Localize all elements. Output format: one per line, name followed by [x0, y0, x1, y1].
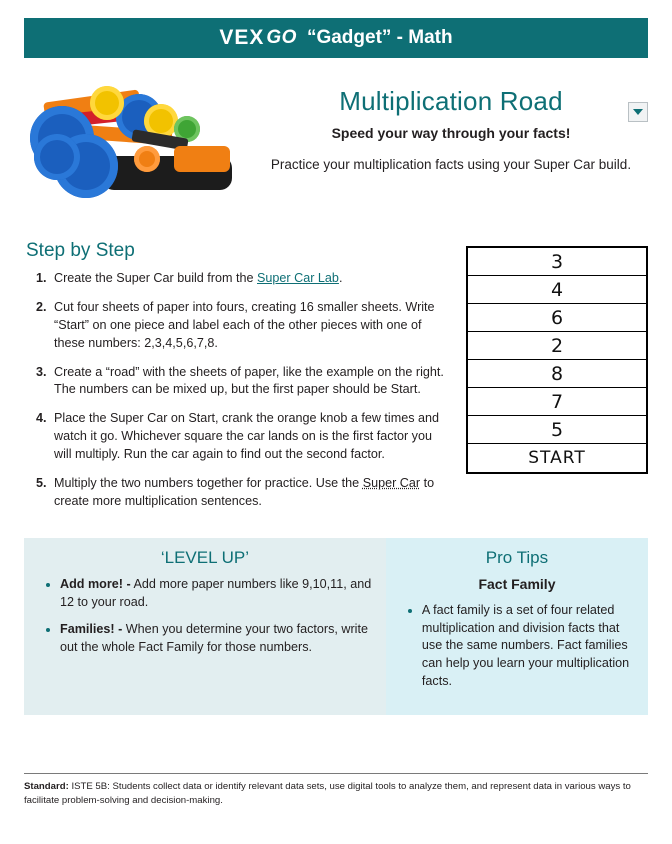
step-text: Multiply the two numbers together for practice. Use the [54, 475, 363, 490]
list-item [50, 475, 448, 511]
step-text: Create a “road” with the sheets of paper, like the example on the right. The numbers can be mixed up, but the first paper should be Start. [54, 364, 444, 397]
brand-go-text: GO [266, 27, 297, 48]
list-item [50, 364, 448, 400]
bullet-text: A fact family is a set of four related multiplication and division facts that use the same numbers. Fact families can help you learn your multiplication facts. [421, 602, 630, 689]
list-item [50, 299, 448, 353]
bullet-text: When you determine your two factors, write out the whole Fact Family for those numbers. [60, 622, 368, 655]
steps-column [24, 240, 448, 522]
activity-subtitle: Speed your way through your facts! [331, 125, 571, 141]
section-title-step-by-step: Step by Step [26, 240, 135, 261]
table-row: 6 [468, 304, 646, 332]
hero-text [254, 72, 648, 175]
step-text-post: to create more multiplication sentences. [54, 475, 435, 508]
chevron-down-icon[interactable] [628, 102, 648, 122]
level-up-panel [24, 538, 386, 715]
level-up-list [38, 576, 372, 658]
table-row: 3 [468, 248, 646, 276]
steps-list [24, 270, 448, 511]
bullet-lead: Families! - [60, 622, 123, 637]
hero-section [24, 72, 648, 222]
table-row: 7 [468, 388, 646, 416]
super-car-link[interactable]: Super Car [362, 475, 421, 490]
tips-panels [24, 538, 648, 715]
list-item [50, 270, 448, 288]
table-row: 5 [468, 416, 646, 444]
main-content [24, 240, 648, 522]
step-text: Create the Super Car build from the [54, 271, 258, 285]
road-column [466, 240, 648, 522]
step-text: Place the Super Car on Start, crank the orange knob a few times and watch it go. Whichever square the car lands on is the first factor you will multiply. Run the car again to find out the second factor. [54, 411, 440, 461]
pro-tips-panel [386, 538, 648, 715]
standard-text: ISTE 5B: Students collect data or identify relevant data sets, use digital tools to analyze them, and represent data in various ways to facilitate problem-solving and decision-making. [24, 781, 631, 807]
activity-title: Multiplication Road [339, 86, 563, 116]
header-bar [24, 18, 648, 58]
list-item [60, 621, 372, 657]
pro-tips-subheading: Fact Family [478, 575, 556, 592]
table-row: 2 [468, 332, 646, 360]
document-page [0, 18, 672, 844]
list-item [60, 576, 372, 612]
table-row: 8 [468, 360, 646, 388]
table-row: 4 [468, 276, 646, 304]
table-row-start: START [528, 448, 586, 468]
vex-go-logo [219, 26, 297, 50]
robot-illustration [24, 72, 254, 222]
brand-vex-text: VEX [219, 26, 265, 49]
multiplication-road-table [466, 246, 648, 474]
activity-description: Practice your multiplication facts using your Super Car build. [270, 157, 632, 172]
super-car-lab-link[interactable]: Super Car Lab [257, 271, 339, 285]
pro-tips-heading: Pro Tips [485, 547, 549, 567]
pro-tips-list [400, 602, 634, 691]
page-title: “Gadget” - Math [306, 27, 453, 48]
super-car-build-image [24, 72, 254, 222]
standard-label: Standard: [24, 781, 69, 793]
caret-shape [633, 109, 643, 115]
standards-footer [24, 773, 648, 808]
step-text-post: . [338, 271, 343, 285]
list-item [50, 410, 448, 464]
step-text: Cut four sheets of paper into fours, creating 16 smaller sheets. Write “Start” on one piece and label each of the other pieces with one of these numbers: 2,3,4,5,6,7,8. [54, 299, 435, 350]
bullet-text: Add more paper numbers like 9,10,11, and 12 to your road. [60, 576, 372, 609]
level-up-heading: ‘LEVEL UP’ [160, 547, 250, 567]
list-item [422, 602, 634, 691]
bullet-lead: Add more! - [60, 576, 131, 591]
